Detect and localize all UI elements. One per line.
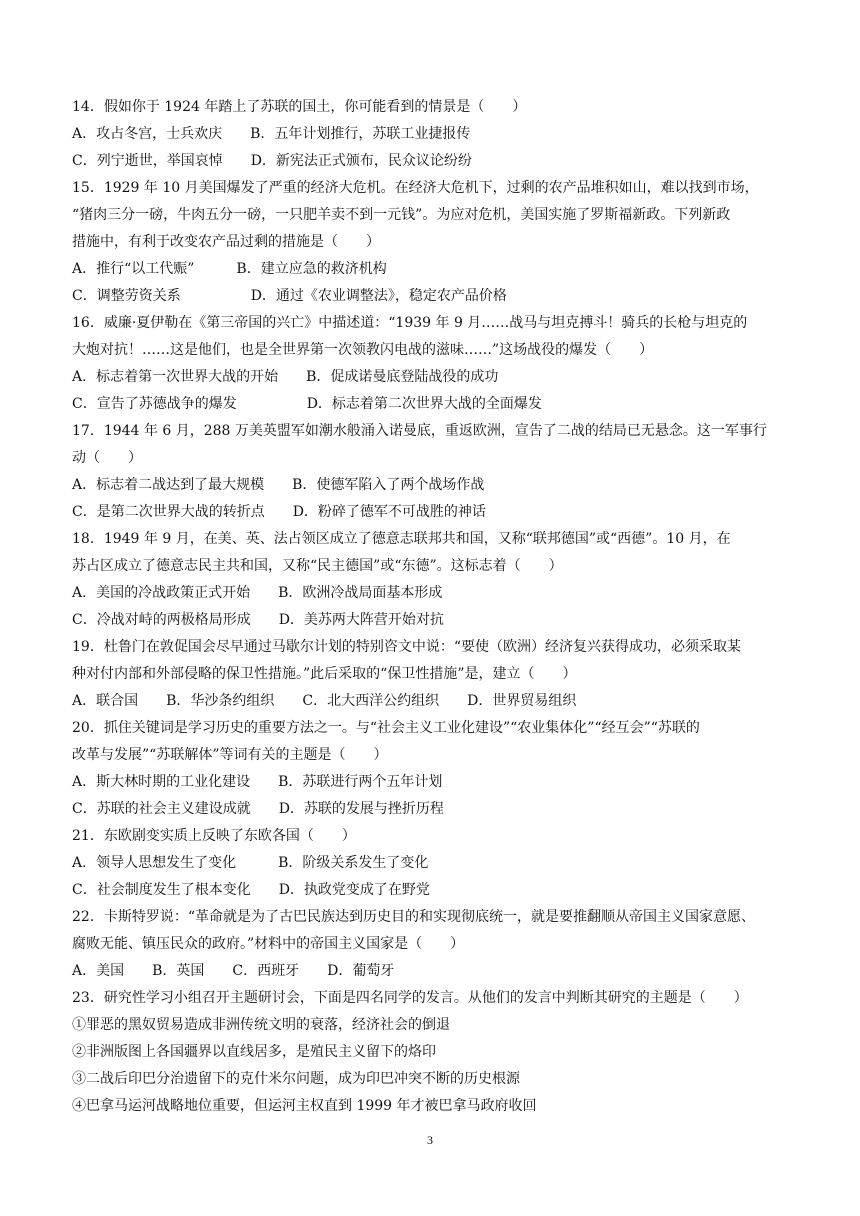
- option-line: A．领导人思想发生了变化 B．阶级关系发生了变化: [72, 855, 429, 871]
- text-line: 大炮对抗！……这是他们，也是全世界第一次领教闪电战的滋味……”这场战役的爆发（ ）: [72, 342, 654, 358]
- option-line: C．苏联的社会主义建设成就 D．苏联的发展与挫折历程: [72, 801, 444, 817]
- option-line: A．标志着二战达到了最大规模 B．使德军陷入了两个战场作战: [72, 477, 485, 493]
- text-line: 21．东欧剧变实质上反映了东欧各国（ ）: [72, 828, 356, 844]
- option-line: A．美国 B．英国 C．西班牙 D．葡萄牙: [72, 963, 395, 979]
- option-line: C．是第二次世界大战的转折点 D．粉碎了德军不可战胜的神话: [72, 504, 486, 520]
- text-line: 17．1944 年 6 月，288 万美英盟军如潮水般涌入诺曼底，重返欧洲，宣告了二战的结局已无悬念。这一军事行: [72, 423, 767, 439]
- page-number: 3: [427, 1133, 433, 1147]
- option-line: C．宣告了苏德战争的爆发 D．标志着第二次世界大战的全面爆发: [72, 396, 542, 412]
- text-line: 16．威廉·夏伊勒在《第三帝国的兴亡》中描述道：“1939 年 9 月……战马与坦克搏斗！骑兵的长枪与坦克的: [72, 315, 748, 331]
- text-line: 动（ ）: [72, 450, 142, 466]
- option-line: A．联合国 B．华沙条约组织 C．北大西洋公约组织 D．世界贸易组织: [72, 693, 577, 709]
- question-text: [72, 94, 802, 1120]
- statement-line: ④巴拿马运河战略地位重要，但运河主权直到 1999 年才被巴拿马政府收回: [72, 1098, 537, 1114]
- option-line: A．标志着第一次世界大战的开始 B．促成诺曼底登陆战役的成功: [72, 369, 499, 385]
- option-line: A．美国的冷战政策正式开始 B．欧洲冷战局面基本形成: [72, 585, 443, 601]
- statement-line: ③二战后印巴分治遗留下的克什米尔问题，成为印巴冲突不断的历史根源: [72, 1071, 520, 1087]
- statement-line: ①罪恶的黑奴贸易造成非洲传统文明的衰落，经济社会的倒退: [72, 1017, 450, 1033]
- text-line: 19．杜鲁门在敦促国会尽早通过马歇尔计划的特别咨文中说：“要使（欧洲）经济复兴获得成功，必须采取某: [72, 639, 741, 655]
- option-line: A．斯大林时期的工业化建设 B．苏联进行两个五年计划: [72, 774, 443, 790]
- text-line: 23．研究性学习小组召开主题研讨会，下面是四名同学的发言。从他们的发言中判断其研究的主题是（ ）: [72, 990, 748, 1006]
- text-line: 18．1949 年 9 月，在美、英、法占领区成立了德意志联邦共和国，又称“联邦德国”或“西德”。10 月，在: [72, 531, 731, 547]
- option-line: C．冷战对峙的两极格局形成 D．美苏两大阵营开始对抗: [72, 612, 444, 628]
- text-line: “猪肉三分一磅，牛肉五分一磅，一只肥羊卖不到一元钱”。为应对危机，美国实施了罗斯福新政。下列新政: [72, 207, 731, 223]
- text-line: 腐败无能、镇压民众的政府。”材料中的帝国主义国家是（ ）: [72, 936, 465, 952]
- option-line: A．推行“以工代赈” B．建立应急的救济机构: [72, 261, 387, 277]
- text-line: 苏占区成立了德意志民主共和国，又称“民主德国”或“东德”。这标志着（ ）: [72, 558, 563, 574]
- text-line: 15．1929 年 10 月美国爆发了严重的经济大危机。在经济大危机下，过剩的农产品堆积如山，难以找到市场，: [72, 180, 759, 196]
- text-line: 22．卡斯特罗说：“革命就是为了古巴民族达到历史目的和实现彻底统一，就是要推翻顺从帝国主义国家意愿、: [72, 909, 755, 925]
- option-line: C．调整劳资关系 D．通过《农业调整法》，稳定农产品价格: [72, 288, 507, 304]
- text-line: 种对付内部和外部侵略的保卫性措施。”此后采取的“保卫性措施”是，建立（ ）: [72, 666, 577, 682]
- option-line: A．攻占冬宫，士兵欢庆 B．五年计划推行，苏联工业捷报传: [72, 126, 471, 142]
- text-line: 20．抓住关键词是学习历史的重要方法之一。与“社会主义工业化建设”“农业集体化”“经互会”“苏联的: [72, 720, 700, 736]
- statement-line: ②非洲版图上各国疆界以直线居多，是殖民主义留下的烙印: [72, 1044, 436, 1060]
- option-line: C．社会制度发生了根本变化 D．执政党变成了在野党: [72, 882, 430, 898]
- option-line: C．列宁逝世，举国哀悼 D．新宪法正式颁布，民众议论纷纷: [72, 153, 472, 169]
- text-line: 改革与发展”“苏联解体”等词有关的主题是（ ）: [72, 747, 388, 763]
- text-line: 14．假如你于 1924 年踏上了苏联的国土，你可能看到的情景是（ ）: [72, 99, 527, 115]
- text-line: 措施中，有利于改变农产品过剩的措施是（ ）: [72, 234, 380, 250]
